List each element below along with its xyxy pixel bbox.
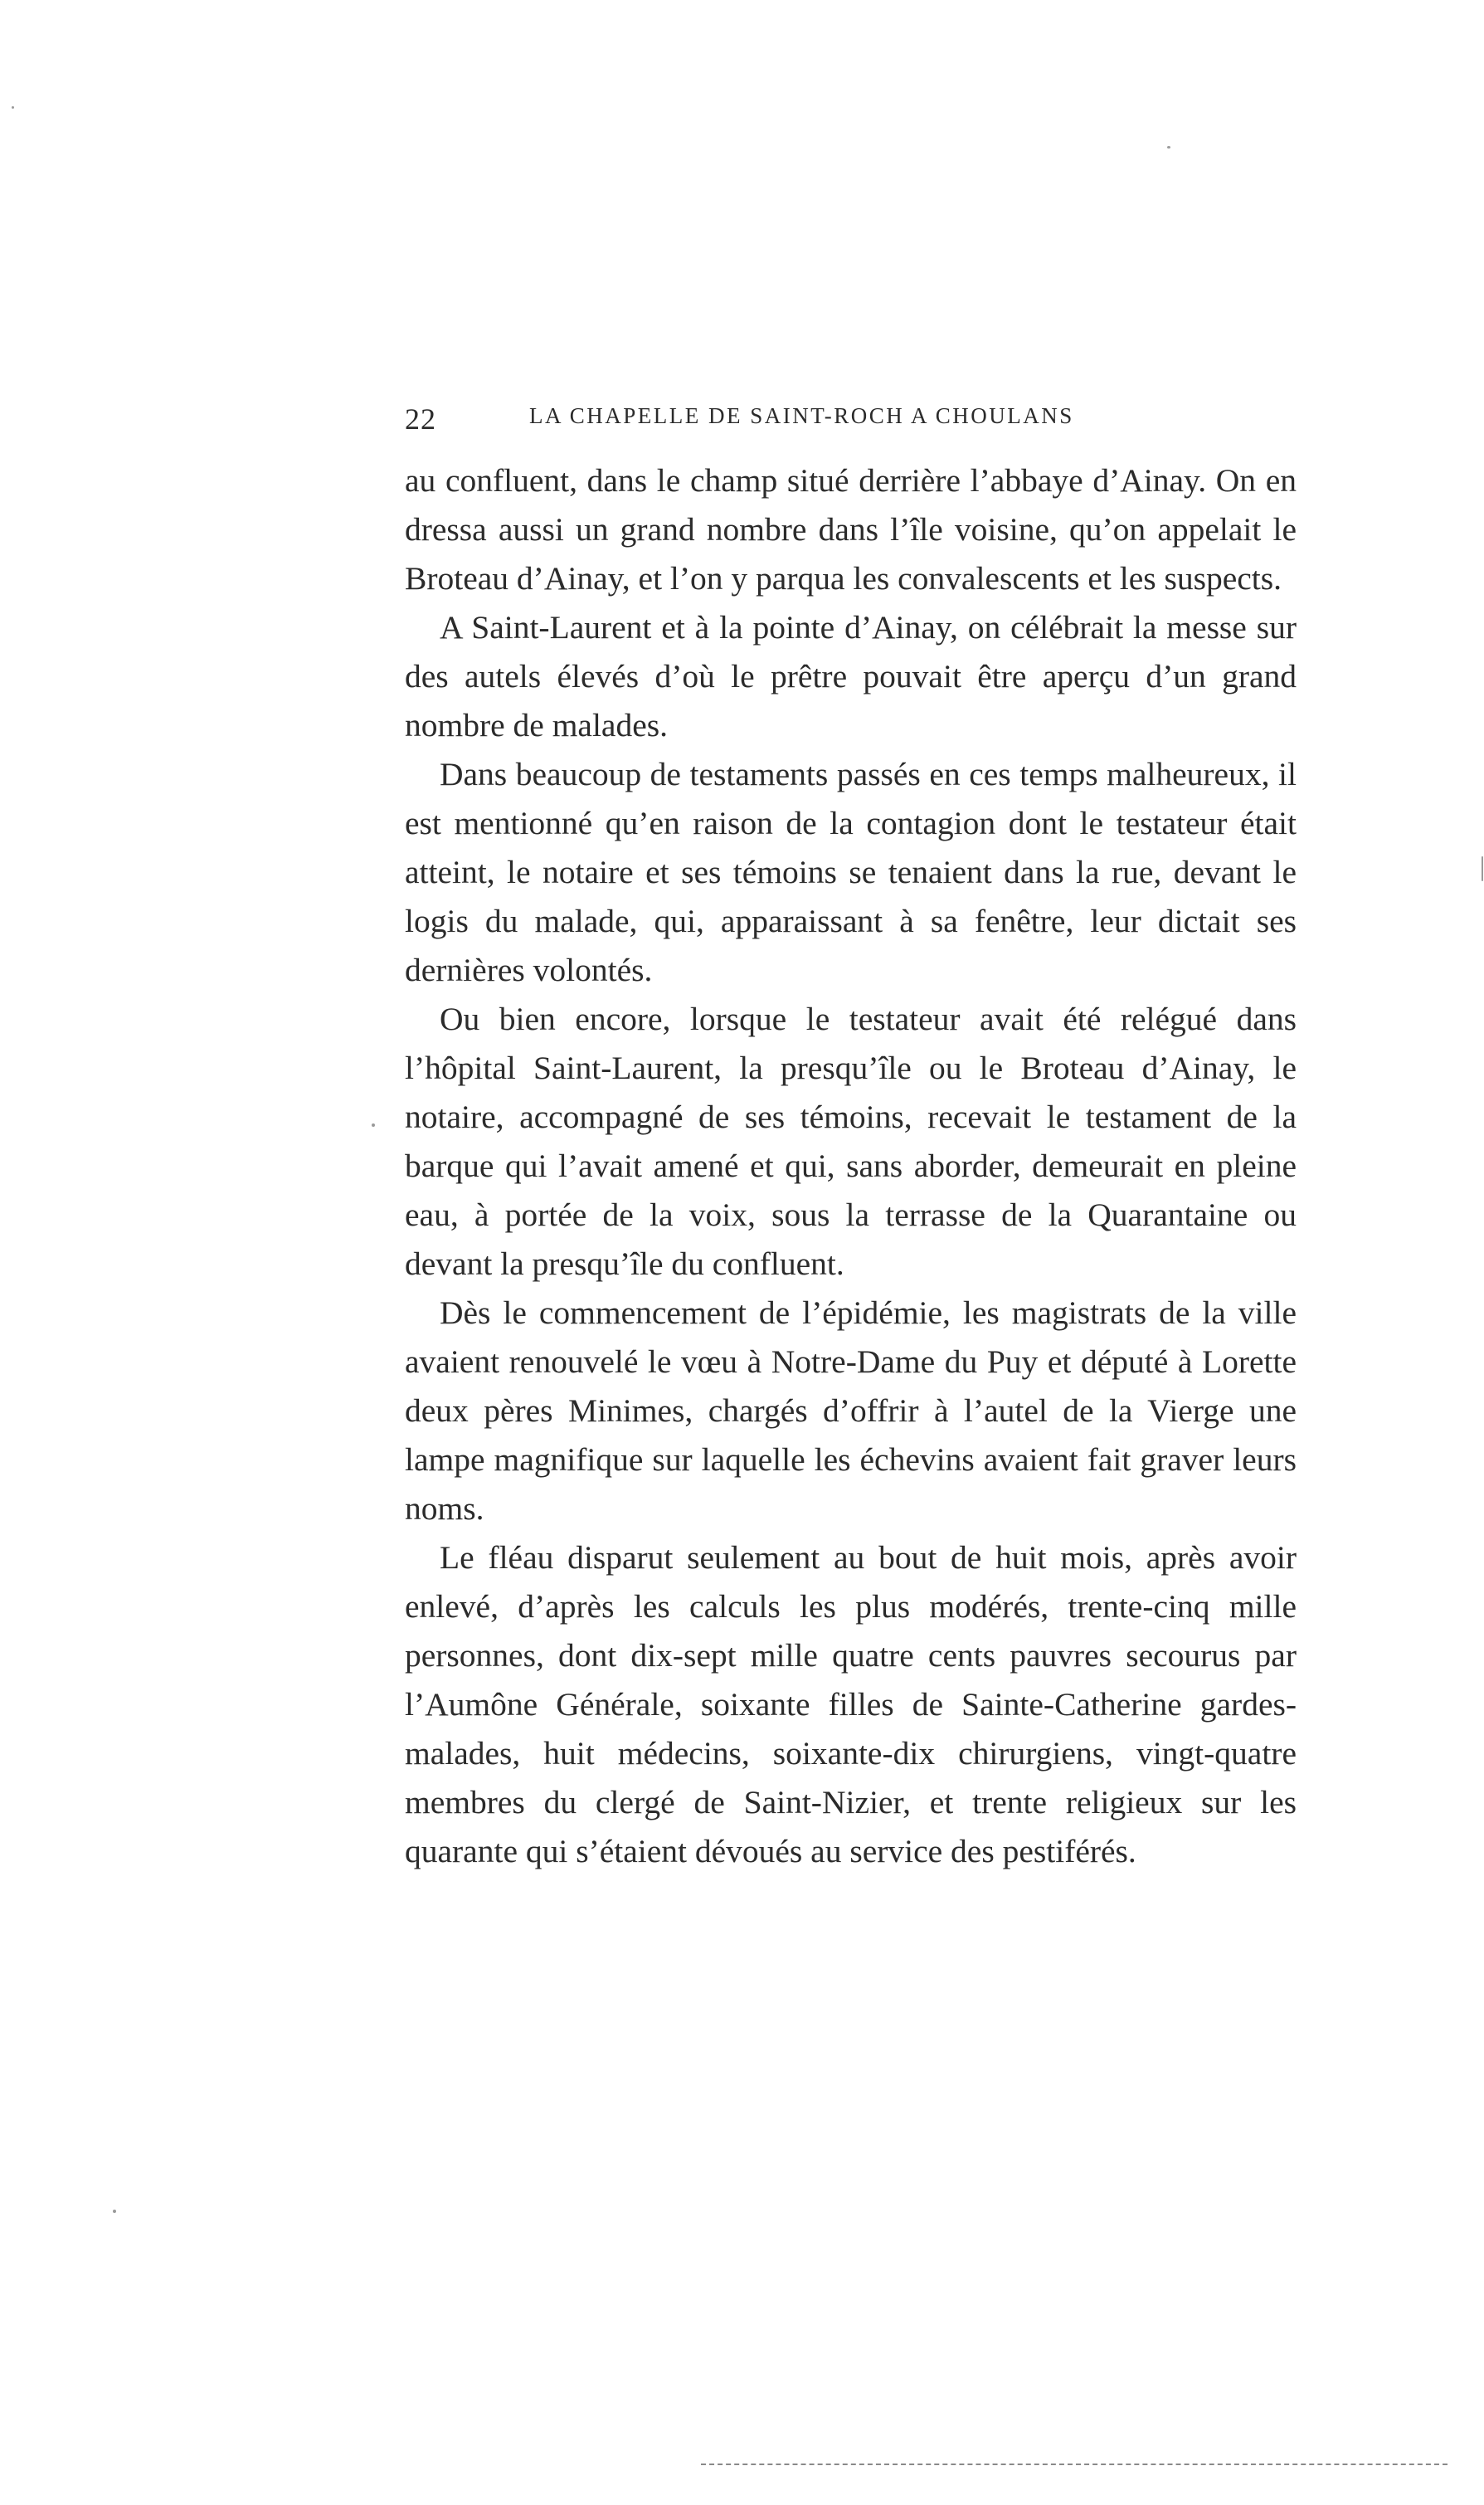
body-text — [405, 456, 1297, 1876]
bottom-dashed-rule — [701, 2464, 1448, 2465]
paragraph-1: au confluent, dans le champ situé derrière l’abbaye d’Ainay. On en dressa aussi un grand nombre dans l’île voisine, qu’on appelait le Broteau d’Ainay, et l’on y parqua les convalescents et les suspects. — [405, 462, 1297, 597]
paragraph-4: Ou bien encore, lorsque le testateur avait été relégué dans l’hôpital Saint-Laurent, la presqu’île ou le Broteau d’Ainay, le notaire, accompagné de ses témoins, recevait le testament de la barque qui l’avait amené et qui, sans aborder, demeurait en pleine eau, à portée de la voix, sous la terrasse de la Quarantaine ou devant la presqu’île du confluent. — [405, 1001, 1297, 1282]
scan-speck — [12, 106, 14, 109]
paragraph-6: Le fléau disparut seulement au bout de huit mois, après avoir enlevé, d’après les calculs les plus modérés, trente-cinq mille personnes, dont dix-sept mille quatre cents pauvres secourus par l’Aumône Générale, soixante filles de Sainte-Catherine gardes-malades, huit médecins, soixante-dix chirurgiens, vingt-quatre membres du clergé de Saint-Nizier, et trente religieux sur les quarante qui s’étaient dévoués au service des pestiférés. — [405, 1539, 1297, 1869]
running-header — [405, 395, 1297, 445]
scan-speck — [1167, 146, 1170, 149]
paragraph-2: A Saint-Laurent et à la pointe d’Ainay, on célébrait la messe sur des autels élevés d’où le prêtre pouvait être aperçu d’un grand nombre de malades. — [405, 609, 1297, 743]
paragraph-3: Dans beaucoup de testaments passés en ces temps malheureux, il est mentionné qu’en raison de la contagion dont le testateur était atteint, le notaire et ses témoins se tenaient dans la rue, devant le logis du malade, qui, apparaissant à sa fenêtre, leur dictait ses dernières volontés. — [405, 756, 1297, 988]
running-title: LA CHAPELLE DE SAINT-ROCH A CHOULANS — [529, 403, 1074, 428]
paragraph-5: Dès le commencement de l’épidémie, les magistrats de la ville avaient renouvelé le vœu à Notre-Dame du Puy et député à Lorette deux pères Minimes, chargés d’offrir à l’autel de la Vierge une lampe magnifique sur laquelle les échevins avaient fait graver leurs noms. — [405, 1294, 1297, 1527]
scan-speck — [113, 2210, 116, 2213]
scan-speck — [372, 1123, 375, 1127]
page-number: 22 — [405, 402, 436, 436]
scan-speck — [1482, 856, 1483, 881]
